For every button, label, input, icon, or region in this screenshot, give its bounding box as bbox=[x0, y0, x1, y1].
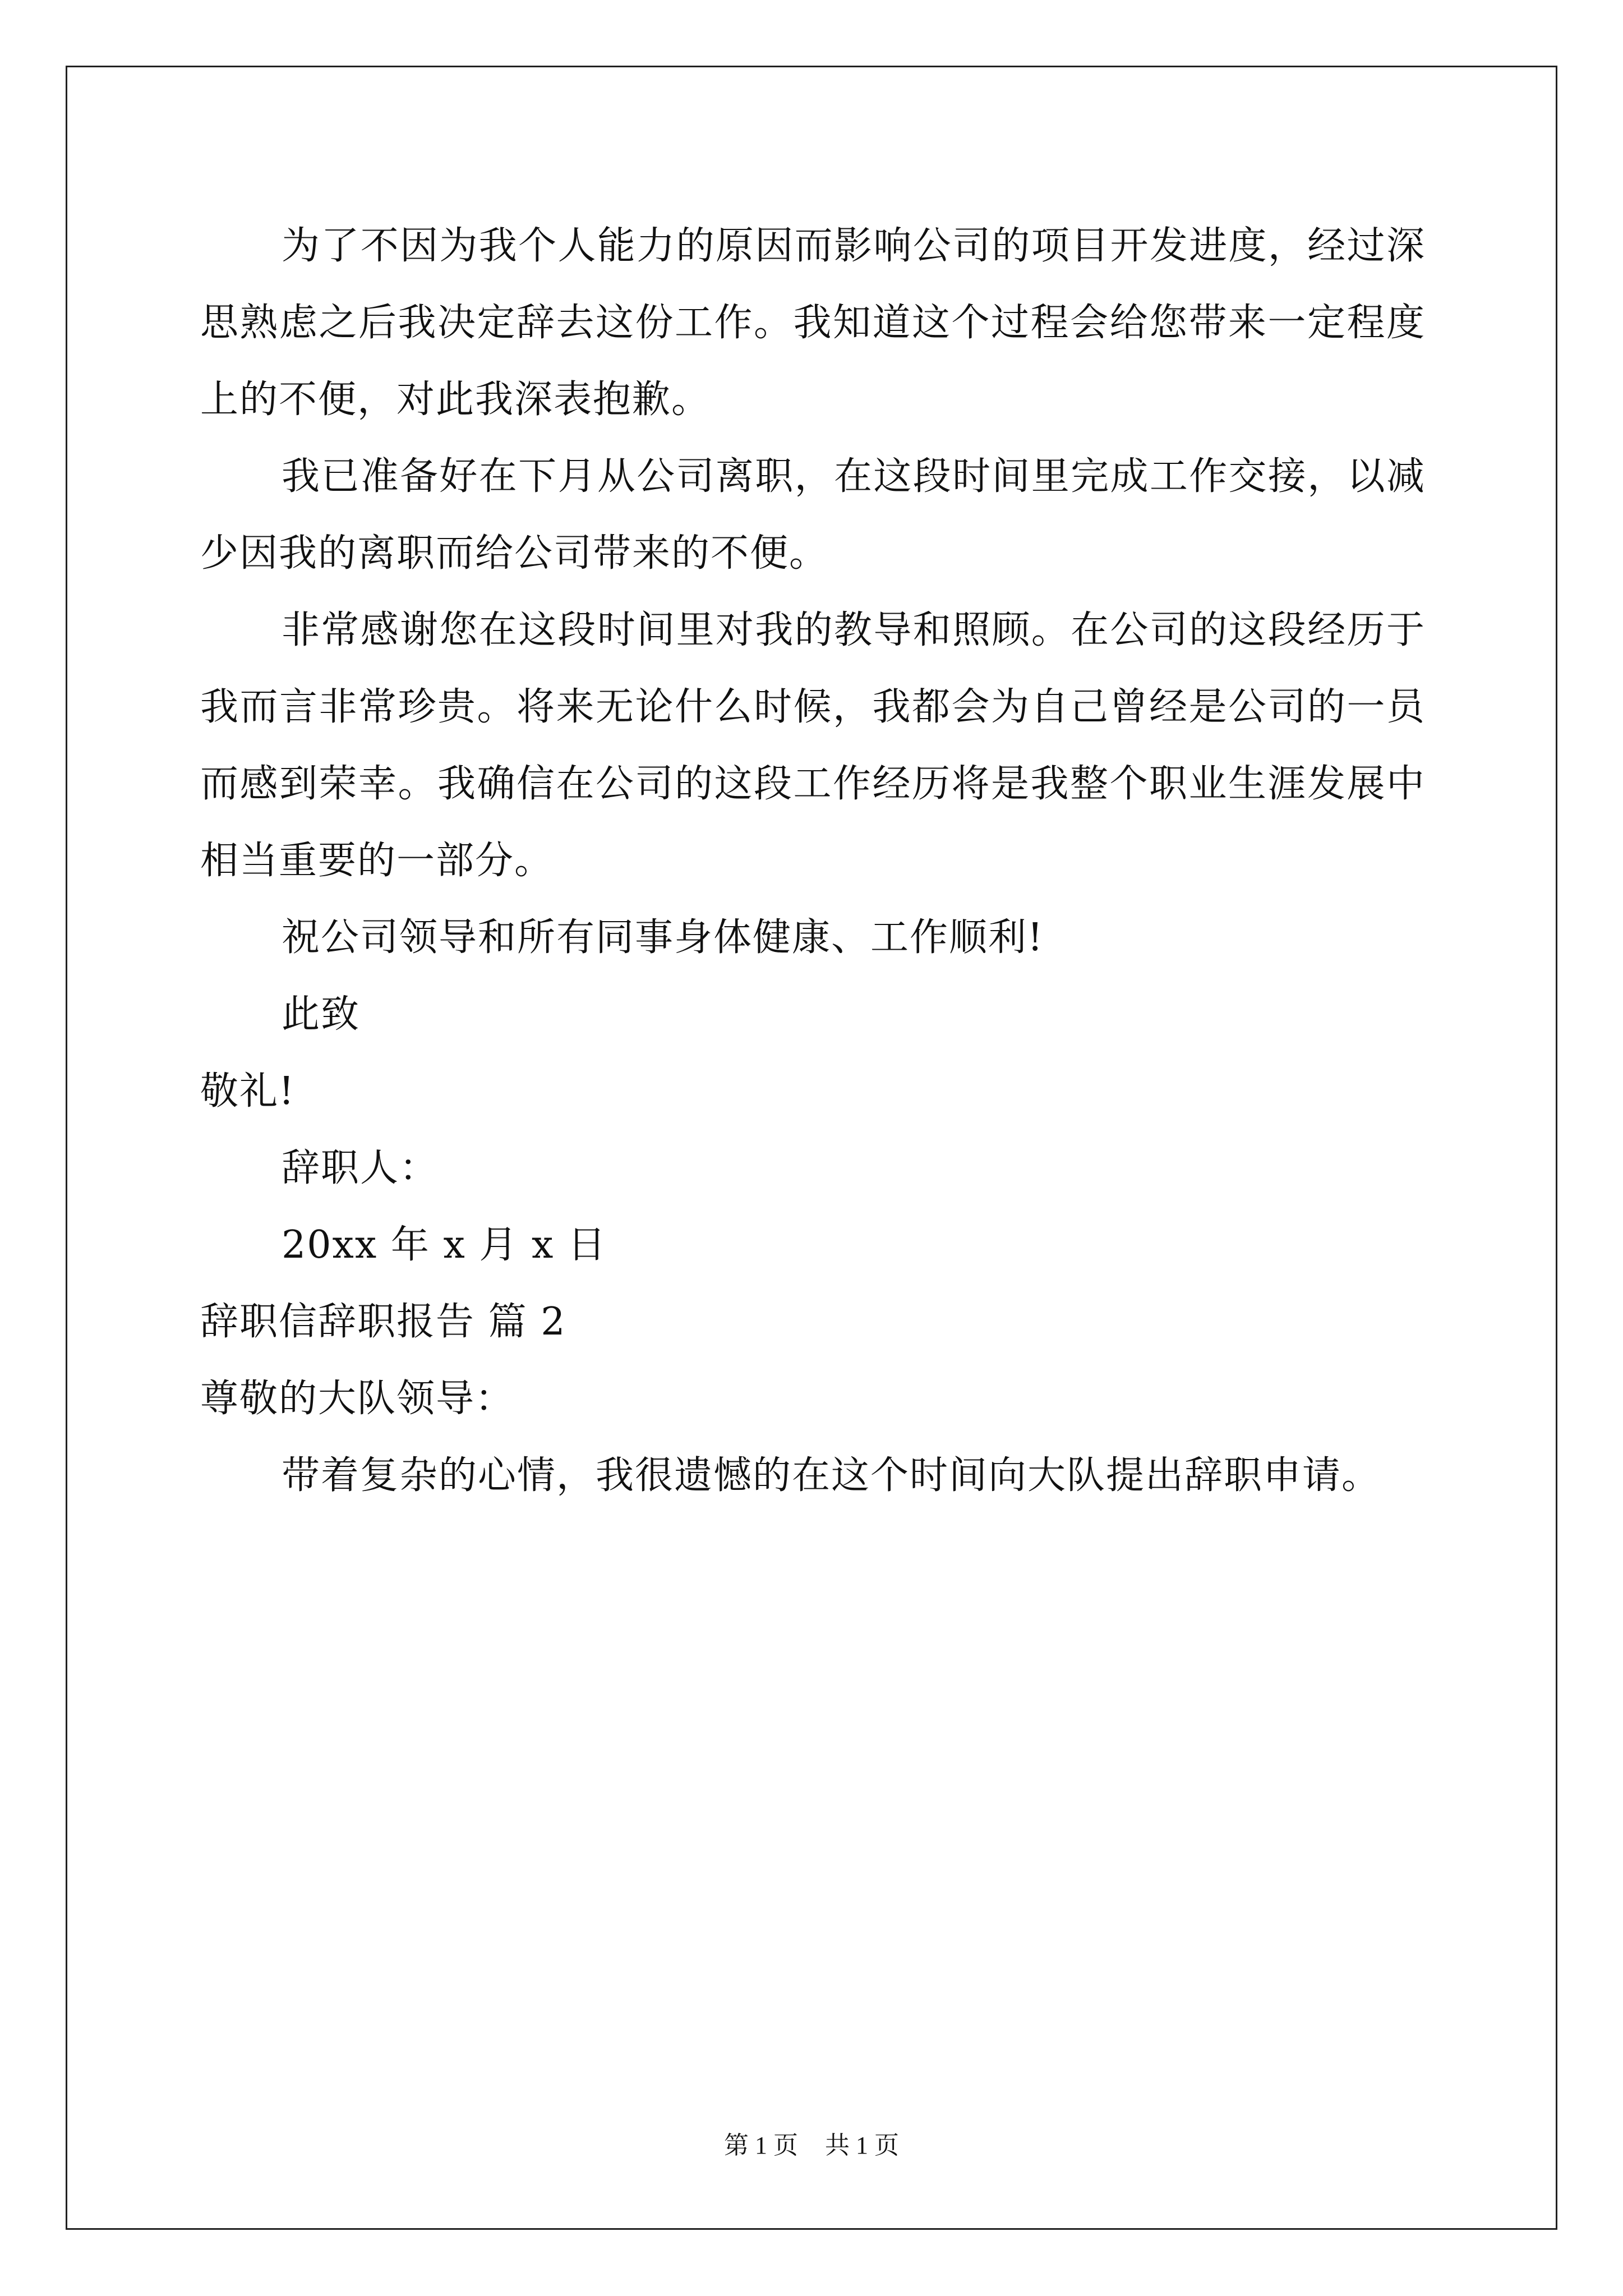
addressee-line: 尊敬的大队领导： bbox=[200, 1377, 515, 1421]
paragraph-3: 非常感谢您在这段时间里对我的教导和照顾。在公司的这段经历于我而言非常珍贵。将来无论什么时候，我都会为自己曾经是公司的一员而感到荣幸。我确信在公司的这段工作经历将是我整个职业生涯发展中相当重要的一部分。 bbox=[200, 608, 1426, 883]
paragraph-1: 为了不因为我个人能力的原因而影响公司的项目开发进度，经过深思熟虑之后我决定辞去这份工作。我知道这个过程会给您带来一定程度上的不便，对此我深表抱歉。 bbox=[200, 224, 1426, 422]
signature-line: 辞职人： bbox=[282, 1146, 439, 1190]
page-footer bbox=[0, 2125, 1623, 2161]
page-number-current: 第 1 页 bbox=[724, 2132, 798, 2159]
closing-wish: 祝公司领导和所有同事身体健康、工作顺利! bbox=[282, 915, 1044, 960]
date-line: 20xx 年 x 月 x 日 bbox=[282, 1223, 607, 1267]
salutation-jingli: 敬礼! bbox=[200, 1069, 296, 1114]
paragraph-2: 我已准备好在下月从公司离职，在这段时间里完成工作交接，以减少因我的离职而给公司带来的不便。 bbox=[200, 454, 1426, 576]
page-number-total: 共 1 页 bbox=[825, 2132, 899, 2159]
document-body bbox=[200, 208, 1426, 1514]
section-heading: 辞职信辞职报告 篇 2 bbox=[200, 1300, 566, 1344]
paragraph-opening: 带着复杂的心情，我很遗憾的在这个时间向大队提出辞职申请。 bbox=[282, 1453, 1381, 1498]
salutation-zhizhi: 此致 bbox=[282, 992, 361, 1037]
